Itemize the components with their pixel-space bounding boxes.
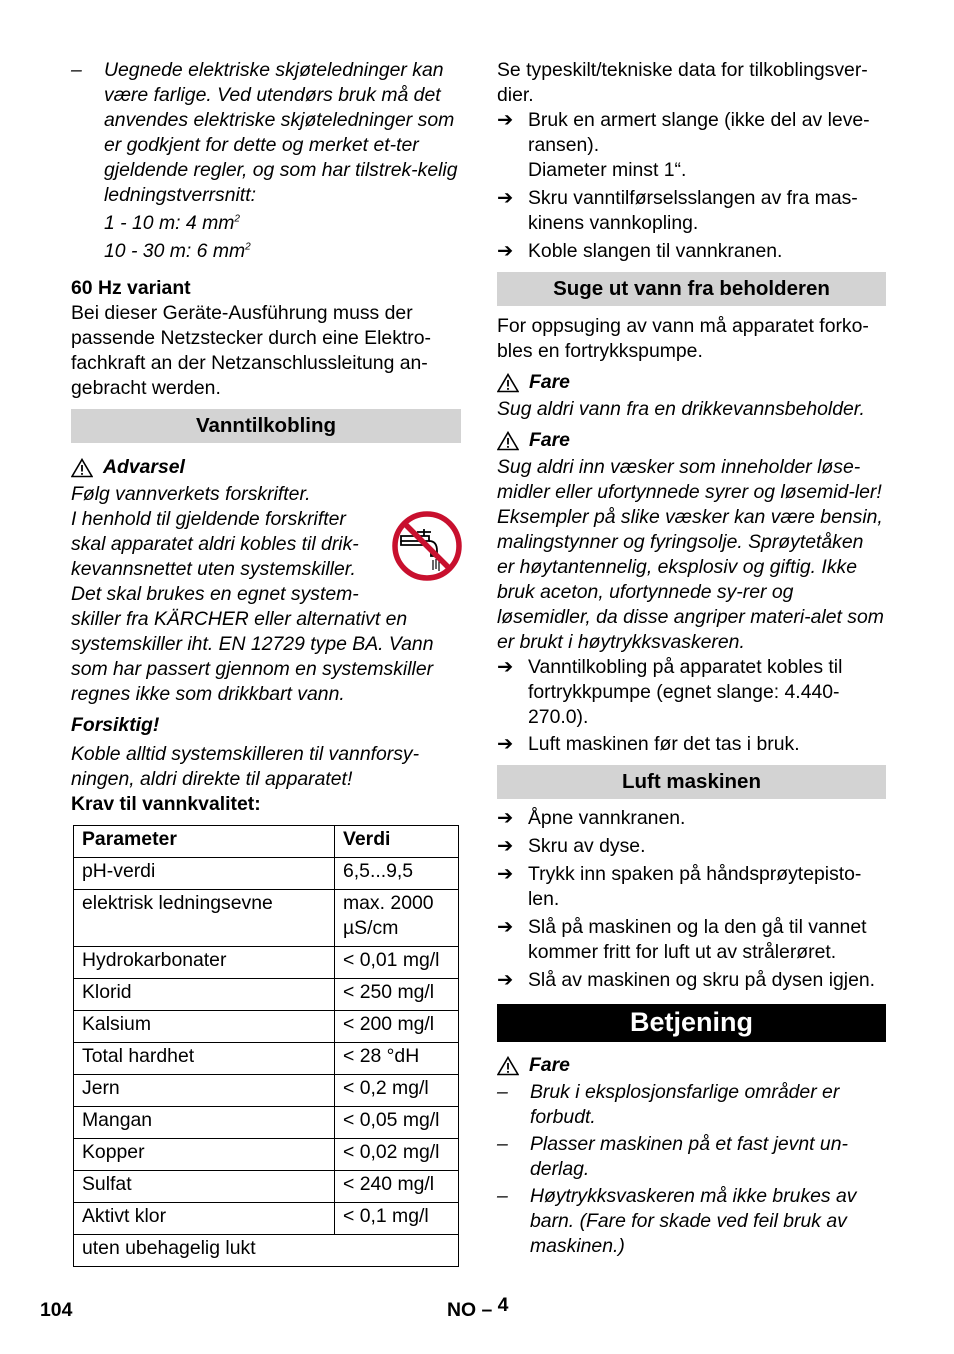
connection-values-intro: Se typeskilt/tekniske data for tilkoblingsver-dier.: [497, 59, 868, 106]
list-item: [497, 655, 886, 730]
table-header-row: [74, 826, 459, 858]
list-item-text: Koble slangen til vannkranen.: [528, 240, 783, 262]
table-cell: Kalsium: [74, 1011, 335, 1043]
table-cell: < 0,1 mg/l: [335, 1203, 459, 1235]
table-row: [74, 947, 459, 979]
arrow-right-icon: ➔: [497, 109, 514, 131]
danger-label: Fare: [529, 429, 570, 451]
arrow-right-icon: ➔: [497, 863, 514, 885]
list-item-text: Bruk en armert slange (ikke del av leve-ransen).: [528, 109, 870, 156]
page-footer-label: [447, 1294, 509, 1323]
arrow-right-icon: ➔: [497, 835, 514, 857]
arrow-right-icon: ➔: [497, 656, 514, 678]
list-item: [497, 732, 886, 757]
table-header-cell: Verdi: [335, 826, 459, 858]
danger-heading: [497, 1051, 886, 1080]
table-row: [74, 1043, 459, 1075]
list-item: [497, 1184, 886, 1259]
table-cell: Jern: [74, 1075, 335, 1107]
list-item-text: Åpne vannkranen.: [528, 807, 686, 829]
list-item: [497, 108, 886, 183]
warning-label: Advarsel: [103, 456, 185, 478]
list-item: [497, 1080, 886, 1130]
footer-dash: –: [481, 1299, 493, 1321]
table-cell: Total hardhet: [74, 1043, 335, 1075]
list-item: [497, 239, 886, 264]
table-cell: 6,5...9,5: [335, 858, 459, 890]
warning-first-line: Følg vannverkets forskrifter.: [71, 483, 311, 505]
list-item-text: Luft maskinen før det tas i bruk.: [528, 733, 800, 755]
arrow-right-icon: ➔: [497, 240, 514, 262]
suction-text: For oppsuging av vann må apparatet forko-bles en fortrykkspumpe.: [497, 315, 869, 362]
table-row: [74, 1139, 459, 1171]
sub-page-number: 4: [497, 1294, 509, 1316]
table-row: [74, 1011, 459, 1043]
water-quality-table: [73, 825, 459, 1267]
table-row: [74, 1171, 459, 1203]
arrow-right-icon: ➔: [497, 807, 514, 829]
list-item-text: Plasser maskinen på et fast jevnt un-derlag.: [530, 1133, 848, 1180]
table-cell: Sulfat: [74, 1171, 335, 1203]
warning-triangle-icon: [497, 1056, 519, 1076]
danger-label: Fare: [529, 371, 570, 393]
table-footer-cell: uten ubehagelig lukt: [74, 1235, 459, 1267]
list-item-text: Skru av dyse.: [528, 835, 646, 857]
list-item-text: Slå på maskinen og la den gå til vannet kommer fritt for luft ut av strålerøret.: [528, 916, 867, 963]
danger-heading: [497, 426, 886, 455]
language-code: NO: [447, 1299, 477, 1321]
section-heading-air-machine: Luft maskinen: [497, 765, 886, 799]
arrow-right-icon: ➔: [497, 969, 514, 991]
table-row: [74, 890, 459, 947]
list-item-text: Trykk inn spaken på håndsprøytepisto-len.: [528, 863, 862, 910]
left-column: [71, 58, 461, 1267]
table-cell: < 250 mg/l: [335, 979, 459, 1011]
caution-text: Koble alltid systemskilleren til vannforsy-ningen, aldri direkte til apparatet!: [71, 743, 420, 790]
list-item-text: Skru vanntilførselsslangen av fra mas-kinens vannkopling.: [528, 187, 858, 234]
table-row: [74, 1203, 459, 1235]
table-cell: < 0,01 mg/l: [335, 947, 459, 979]
extension-cord-text: Uegnede elektriske skjøteledninger kan være farlige. Ved utendørs bruk må det anvendes elektriske skjøteledninger som er godkjent for dette og merket et-ter gjeldende regler, og som har tilstrek-kelig ledningstverrsnitt:: [104, 59, 458, 206]
list-item: [497, 834, 886, 859]
table-cell: Aktivt klor: [74, 1203, 335, 1235]
cross-section-line-1: 1 - 10 m: 4 $mm^2$: [104, 212, 240, 234]
table-cell: max. 2000 µS/cm: [335, 890, 459, 947]
right-column: [497, 58, 886, 1259]
table-cell: < 200 mg/l: [335, 1011, 459, 1043]
prohibition-icon-wrapper: [391, 510, 466, 585]
table-row: [74, 1107, 459, 1139]
table-cell: < 28 °dH: [335, 1043, 459, 1075]
dash-marker: –: [71, 59, 82, 81]
list-item: [497, 915, 886, 965]
caution-label: Forsiktig!: [71, 714, 160, 736]
warning-triangle-icon: [71, 458, 93, 478]
hz-variant-text: Bei dieser Geräte-Ausführung muss der passende Netzstecker durch eine Elektro-fachkraft an der Netzanschlussleitung an-gebracht werden.: [71, 302, 431, 399]
list-item-text: Bruk i eksplosjonsfarlige områder er forbudt.: [530, 1081, 840, 1128]
table-row: [74, 1075, 459, 1107]
table-cell: Klorid: [74, 979, 335, 1011]
warning-heading: [71, 453, 461, 482]
warning-text: I henhold til gjeldende forskrifter skal apparatet aldri kobles til drik-kevannsnettet uten systemskiller. Det skal brukes en egnet system-skiller fra KÄRCHER eller alternativt en systemskiller iht. EN 12729 type BA. Vann som har passert gjennom en systemskiller regnes ikke som drikkbart vann.: [71, 508, 434, 705]
page-number: 104: [40, 1299, 73, 1321]
list-item-text: Høytrykksvaskeren må ikke brukes av barn. (Fare for skade ved feil bruk av maskinen.): [530, 1185, 857, 1257]
table-footer-row: [74, 1235, 459, 1267]
table-cell: < 0,02 mg/l: [335, 1139, 459, 1171]
dash-marker: –: [497, 1081, 508, 1103]
warning-body: [71, 482, 461, 707]
danger-label: Fare: [529, 1054, 570, 1076]
table-cell: < 0,05 mg/l: [335, 1107, 459, 1139]
cross-section-line-2: 10 - 30 m: 6 $mm^2$: [104, 240, 251, 262]
table-cell: Mangan: [74, 1107, 335, 1139]
table-cell: pH-verdi: [74, 858, 335, 890]
warning-triangle-icon: [497, 431, 519, 451]
list-item: [497, 968, 886, 993]
table-row: [74, 858, 459, 890]
table-cell: Kopper: [74, 1139, 335, 1171]
table-cell: < 0,2 mg/l: [335, 1075, 459, 1107]
section-heading-water-connection: Vanntilkobling: [71, 409, 461, 443]
section-heading-operation: Betjening: [497, 1004, 886, 1042]
hz-variant-heading: 60 Hz variant: [71, 277, 191, 299]
arrow-right-icon: ➔: [497, 733, 514, 755]
section-heading-suction: Suge ut vann fra beholderen: [497, 272, 886, 306]
table-cell: Hydrokarbonater: [74, 947, 335, 979]
arrow-right-icon: ➔: [497, 916, 514, 938]
list-item: [497, 186, 886, 236]
table-row: [74, 979, 459, 1011]
dash-marker: –: [497, 1185, 508, 1207]
list-item-text: Slå av maskinen og skru på dysen igjen.: [528, 969, 876, 991]
extension-cord-note: [71, 58, 461, 264]
table-cell: elektrisk ledningsevne: [74, 890, 335, 947]
no-drinking-water-connection-icon: [391, 510, 463, 582]
list-item: [497, 806, 886, 831]
list-item: [497, 1132, 886, 1182]
arrow-right-icon: ➔: [497, 187, 514, 209]
table-cell: < 240 mg/l: [335, 1171, 459, 1203]
water-quality-heading: Krav til vannkvalitet:: [71, 793, 261, 815]
danger-heading: [497, 368, 886, 397]
danger-text: Sug aldri inn væsker som inneholder løse-midler eller ufortynnede syrer og løsemid-ler! Eksempler på slike væsker kan være bensin, malingstynner og fyringsolje. Sprøytetåken er høytantennelig, eksplosiv og giftig. Ikke bruk aceton, ufortynnede sy-rer og løsemidler, da disse angriper materi-alet som er brukt i høytrykksvaskeren.: [497, 456, 884, 653]
diameter-note: Diameter minst 1“.: [528, 159, 687, 181]
list-item-text: Vanntilkobling på apparatet kobles til fortrykkpumpe (egnet slange: 4.440-270.0).: [528, 656, 843, 728]
danger-text: Sug aldri vann fra en drikkevannsbeholder.: [497, 398, 865, 420]
dash-marker: –: [497, 1133, 508, 1155]
warning-triangle-icon: [497, 373, 519, 393]
table-header-cell: Parameter: [74, 826, 335, 858]
list-item: [497, 862, 886, 912]
